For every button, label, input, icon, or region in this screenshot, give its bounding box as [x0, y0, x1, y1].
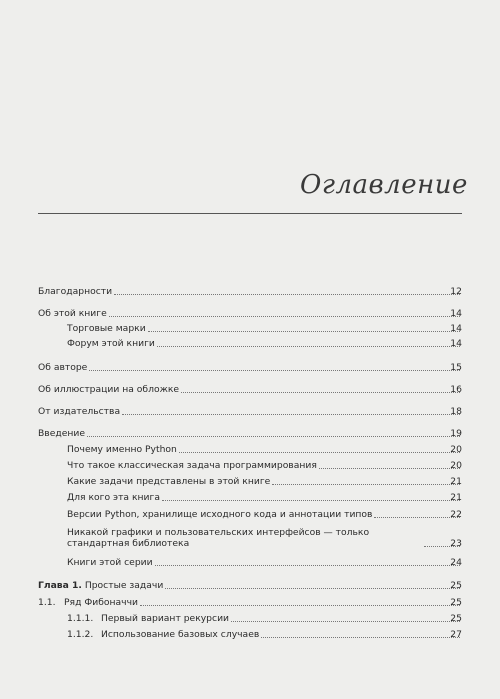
toc-entry-page: 25 [450, 580, 462, 591]
section-number: 1.1.1. [67, 613, 94, 624]
toc-entry-page: 14 [450, 308, 462, 319]
leader-dots [148, 330, 460, 332]
toc-entry-page: 25 [450, 597, 462, 608]
toc-entry-page: 16 [450, 384, 462, 395]
toc-entry-page: 21 [450, 492, 462, 503]
leader-dots [179, 451, 460, 453]
section-number: 1.1.2. [67, 629, 94, 640]
leader-dots [114, 293, 460, 295]
section-number: 1.1. [38, 597, 56, 608]
toc-entry-page: 15 [450, 362, 462, 373]
toc-entry-title: Торговые марки [67, 323, 146, 334]
toc-entry-page: 24 [450, 557, 462, 568]
toc-entry-title: Простые задачи [84, 580, 164, 591]
leader-dots [181, 391, 460, 393]
toc-entry-page: 20 [450, 460, 462, 471]
toc-entry-title: Ряд Фибоначчи [64, 597, 138, 608]
toc-entry-title: Благодарности [38, 286, 113, 297]
leader-dots [89, 369, 460, 371]
leader-dots [165, 587, 460, 589]
leader-dots [272, 483, 460, 485]
toc-entry-title: Форум этой книги [67, 338, 155, 349]
toc-entry-title: Какие задачи представлены в этой книге [67, 476, 271, 487]
toc-entry-title: Книги этой серии [67, 557, 153, 568]
toc-entry-title: Почему именно Python [67, 444, 177, 455]
toc-entry-page: 21 [450, 476, 462, 487]
toc-entry-page: 14 [450, 338, 462, 349]
toc-entry-title: Об этой книге [38, 308, 107, 319]
toc-entry-page: 12 [450, 286, 462, 297]
leader-dots [140, 604, 460, 606]
toc-entry-page: 14 [450, 323, 462, 334]
toc-entry-page: 25 [450, 613, 462, 624]
toc-entry-page: 20 [450, 444, 462, 455]
leader-dots [109, 315, 460, 317]
leader-dots [162, 499, 460, 501]
toc-entry-title: Первый вариант рекурсии [101, 613, 230, 624]
leader-dots [231, 620, 460, 622]
chapter-number: Глава 1. [38, 580, 82, 591]
leader-dots [122, 413, 460, 415]
toc-entry-title: Использование базовых случаев [101, 629, 260, 640]
toc-entry-page: 23 [450, 538, 462, 549]
toc-entry-page: 19 [450, 428, 462, 439]
leader-dots [157, 345, 460, 347]
toc-entry-title: От издательства [38, 406, 121, 417]
toc-entry-title: Версии Python, хранилище исходного кода и аннотации типов [67, 509, 373, 520]
toc-entry-title: Что такое классическая задача программирования [67, 460, 317, 471]
toc-entry-title: Об иллюстрации на обложке [38, 384, 180, 395]
toc-entry-title: Для кого эта книга [67, 492, 160, 503]
toc-entry-title: Введение [38, 428, 86, 439]
toc-entry-title: Об авторе [38, 362, 88, 373]
toc-entry-page: 18 [450, 406, 462, 417]
leader-dots [87, 435, 460, 437]
leader-dots [319, 467, 460, 469]
leader-dots [155, 564, 460, 566]
toc-entry-page: 22 [450, 509, 462, 520]
toc-entry-title: Никакой графики и пользовательских интерфейсов — только стандартная библиотека [67, 527, 370, 549]
leader-dots [261, 636, 460, 638]
toc-entry-page: 27 [450, 629, 462, 640]
page-title: Оглавление [300, 170, 468, 200]
